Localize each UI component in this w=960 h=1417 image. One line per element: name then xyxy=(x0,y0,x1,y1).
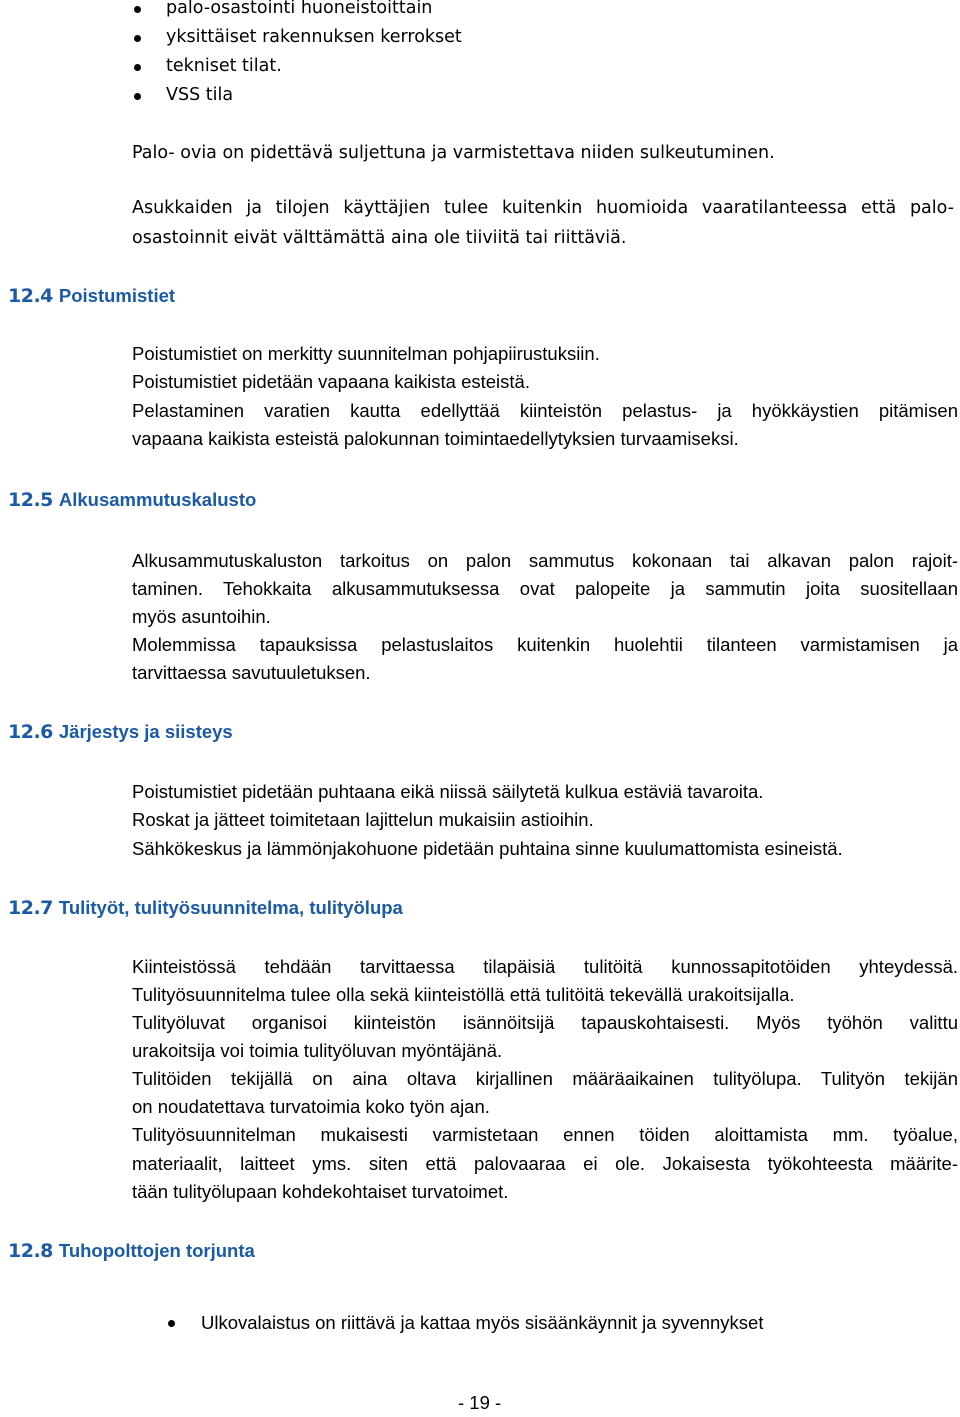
paragraph-line: materiaalit, laitteet yms. siten että palovaaraa ei ole. Jokaisesta työkohteesta määrite- xyxy=(132,1153,958,1174)
paragraph-line: Sähkökeskus ja lämmönjakohuone pidetään puhtaina sinne kuulumattomista esineistä. xyxy=(132,838,843,859)
section-heading-12-8 xyxy=(8,1240,255,1262)
bullet-icon xyxy=(134,64,141,71)
section-heading-12-5 xyxy=(8,489,256,511)
section-title: Alkusammutuskalusto xyxy=(58,489,257,510)
section-title: Tuhopolttojen torjunta xyxy=(58,1240,255,1261)
paragraph-line: Poistumistiet pidetään vapaana kaikista esteistä. xyxy=(132,371,530,392)
page-number: - 19 - xyxy=(458,1392,502,1413)
paragraph-line: taminen. Tehokkaita alkusammutuksessa ovat palopeite ja sammutin joita suositellaan xyxy=(132,578,958,599)
section-heading-12-7 xyxy=(8,897,403,919)
section-number: 12.7 xyxy=(8,897,53,919)
paragraph-line: Alkusammutuskaluston tarkoitus on palon sammutus kokonaan tai alkavan palon rajoit- xyxy=(132,550,958,571)
paragraph-line: Tulityösuunnitelma tulee olla sekä kiinteistöllä että tulitöitä tekevällä urakoitsijalla. xyxy=(132,984,795,1005)
paragraph-line: tarvittaessa savutuuletuksen. xyxy=(132,662,371,683)
section-heading-12-6 xyxy=(8,721,233,743)
bullet-icon xyxy=(168,1320,175,1327)
paragraph-line: Tulityöluvat organisoi kiinteistön isännöitsijä tapauskohtaisesti. Myös työhön valittu xyxy=(132,1012,958,1033)
section-number: 12.6 xyxy=(8,721,53,743)
section-number: 12.8 xyxy=(8,1240,53,1262)
paragraph-line: vapaana kaikista esteistä palokunnan toimintaedellytyksien turvaamiseksi. xyxy=(132,428,739,449)
list-item: palo-osastointi huoneistoittain xyxy=(166,0,433,18)
bullet-icon xyxy=(134,35,141,42)
list-item: yksittäiset rakennuksen kerrokset xyxy=(166,27,462,47)
paragraph-line: urakoitsija voi toimia tulityöluvan myöntäjänä. xyxy=(132,1040,503,1061)
paragraph-fire-doors: Palo- ovia on pidettävä suljettuna ja varmistettava niiden sulkeutuminen. xyxy=(132,143,775,163)
paragraph-line: myös asuntoihin. xyxy=(132,606,271,627)
list-item: VSS tila xyxy=(166,85,234,105)
section-number: 12.4 xyxy=(8,285,53,307)
paragraph-line: Poistumistiet on merkitty suunnitelman pohjapiirustuksiin. xyxy=(132,343,600,364)
section-title: Järjestys ja siisteys xyxy=(58,721,233,742)
paragraph-line: Pelastaminen varatien kautta edellyttää kiinteistön pelastus- ja hyökkäystien pitämisen xyxy=(132,400,958,421)
bullet-icon xyxy=(134,6,141,13)
paragraph-line: tään tulityölupaan kohdekohtaiset turvatoimet. xyxy=(132,1181,509,1202)
paragraph-line: Roskat ja jätteet toimitetaan lajittelun mukaisiin astioihin. xyxy=(132,809,594,830)
list-item: Ulkovalaistus on riittävä ja kattaa myös sisäänkäynnit ja syvennykset xyxy=(201,1312,764,1333)
paragraph-residents-line1: Asukkaiden ja tilojen käyttäjien tulee kuitenkin huomioida vaaratilanteessa että palo- xyxy=(132,198,954,218)
paragraph-line: Molemmissa tapauksissa pelastuslaitos kuitenkin huolehtii tilanteen varmistamisen ja xyxy=(132,634,958,655)
paragraph-line: Tulityösuunnitelman mukaisesti varmistetaan ennen töiden aloittamista mm. työalue, xyxy=(132,1124,958,1145)
section-title: Poistumistiet xyxy=(58,285,176,306)
paragraph-line: Tulitöiden tekijällä on aina oltava kirjallinen määräaikainen tulityölupa. Tulityön tekijän xyxy=(132,1068,958,1089)
paragraph-line: on noudatettava turvatoimia koko työn ajan. xyxy=(132,1096,490,1117)
paragraph-residents-line2: osastoinnit eivät välttämättä aina ole tiiviitä tai riittäviä. xyxy=(132,228,627,248)
paragraph-line: Kiinteistössä tehdään tarvittaessa tilapäisiä tulitöitä kunnossapitotöiden yhteydessä. xyxy=(132,956,958,977)
list-item: tekniset tilat. xyxy=(166,56,282,76)
section-number: 12.5 xyxy=(8,489,53,511)
section-heading-12-4 xyxy=(8,285,175,307)
bullet-icon xyxy=(134,93,141,100)
paragraph-line: Poistumistiet pidetään puhtaana eikä niissä säilytetä kulkua estäviä tavaroita. xyxy=(132,781,764,802)
section-title: Tulityöt, tulityösuunnitelma, tulityölupa xyxy=(58,897,403,918)
